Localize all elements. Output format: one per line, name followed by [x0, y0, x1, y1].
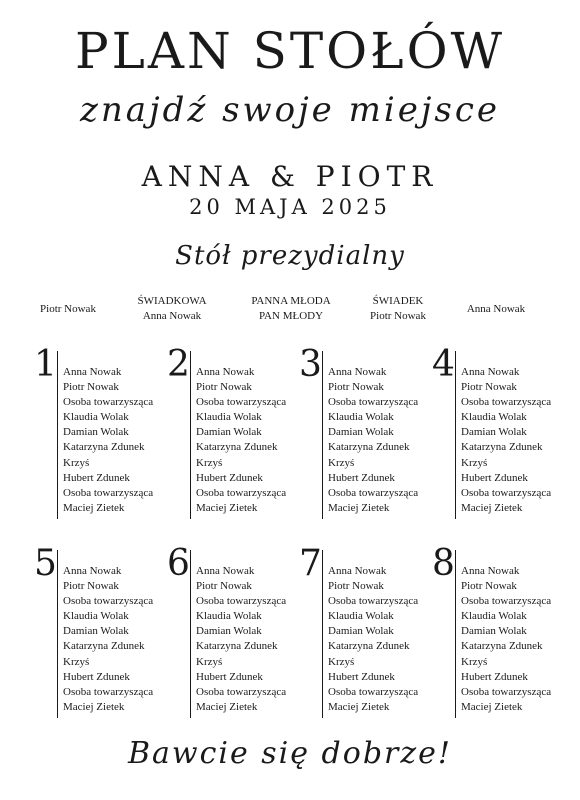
guest-name: Osoba towarzysząca — [63, 685, 154, 698]
head-seat-role: PANNA MŁODA — [251, 295, 331, 307]
guest-name: Osoba towarzysząca — [63, 486, 154, 499]
head-seat-2 — [122, 294, 222, 324]
divider — [190, 351, 191, 519]
guest-name: Hubert Zdunek — [461, 471, 528, 484]
guest-name: Osoba towarzysząca — [63, 595, 154, 608]
guest-name: Hubert Zdunek — [328, 471, 395, 484]
head-seat-role: ŚWIADKOWA — [137, 295, 207, 307]
head-seat-role: PAN MŁODY — [258, 310, 324, 322]
guest-name: Katarzyna Zdunek — [196, 441, 278, 454]
divider — [455, 550, 456, 718]
guest-name: Piotr Nowak — [461, 580, 517, 593]
guest-name: Katarzyna Zdunek — [63, 441, 145, 454]
subtitle-script: znajdź swoje miejsce — [80, 90, 500, 130]
guest-name: Maciej Zietek — [196, 700, 258, 713]
guest-name: Anna Nowak — [196, 366, 255, 378]
guest-name: Piotr Nowak — [196, 381, 252, 394]
guest-name: Piotr Nowak — [196, 580, 252, 593]
head-seat-role: ŚWIADEK — [372, 295, 424, 307]
guest-name: Osoba towarzysząca — [328, 595, 419, 608]
guest-name: Osoba towarzysząca — [461, 595, 552, 608]
guest-name: Klaudia Wolak — [196, 411, 262, 424]
guest-name: Osoba towarzysząca — [461, 486, 552, 499]
head-seat-name: Piotr Nowak — [370, 310, 426, 322]
guest-name: Hubert Zdunek — [63, 670, 130, 683]
guest-name: Klaudia Wolak — [63, 411, 129, 424]
guest-name: Damian Wolak — [461, 426, 527, 439]
guest-name: Osoba towarzysząca — [461, 685, 552, 698]
guest-name: Krzyś — [196, 456, 223, 469]
guest-name: Anna Nowak — [461, 565, 520, 577]
guest-list — [196, 365, 286, 516]
guest-name: Damian Wolak — [63, 625, 129, 638]
divider — [57, 351, 58, 519]
guest-name: Klaudia Wolak — [196, 610, 262, 623]
divider — [322, 550, 323, 718]
divider — [57, 550, 58, 718]
guest-name: Hubert Zdunek — [328, 670, 395, 683]
table-number: 3 — [299, 344, 322, 385]
head-seat-4 — [348, 294, 448, 324]
table-block-1 — [34, 345, 166, 520]
guest-name: Osoba towarzysząca — [196, 595, 287, 608]
head-seat-5 — [446, 302, 546, 317]
guest-name: Krzyś — [63, 655, 90, 668]
guest-list — [328, 564, 418, 715]
table-block-7 — [299, 544, 431, 719]
guest-list — [63, 365, 153, 516]
guest-name: Anna Nowak — [328, 366, 387, 378]
guest-name: Damian Wolak — [196, 426, 262, 439]
table-number: 4 — [432, 344, 455, 385]
table-number: 2 — [167, 344, 190, 385]
guest-name: Maciej Zietek — [328, 700, 390, 713]
guest-name: Krzyś — [196, 655, 223, 668]
guest-name: Maciej Zietek — [196, 501, 258, 514]
guest-name: Maciej Zietek — [63, 700, 125, 713]
guest-name: Osoba towarzysząca — [328, 486, 419, 499]
divider — [190, 550, 191, 718]
guest-name: Katarzyna Zdunek — [461, 441, 543, 454]
guest-list — [63, 564, 153, 715]
guest-name: Krzyś — [63, 456, 90, 469]
head-seat-1 — [18, 302, 118, 317]
guest-name: Piotr Nowak — [328, 580, 384, 593]
guest-name: Damian Wolak — [328, 426, 394, 439]
guest-name: Osoba towarzysząca — [196, 396, 287, 409]
guest-name: Piotr Nowak — [328, 381, 384, 394]
guest-name: Klaudia Wolak — [461, 411, 527, 424]
guest-name: Piotr Nowak — [63, 381, 119, 394]
guest-name: Anna Nowak — [328, 565, 387, 577]
head-table-title: Stół prezydialny — [175, 241, 405, 271]
guest-list — [328, 365, 418, 516]
guest-name: Damian Wolak — [461, 625, 527, 638]
guest-name: Piotr Nowak — [63, 580, 119, 593]
guest-name: Osoba towarzysząca — [196, 685, 287, 698]
guest-name: Damian Wolak — [196, 625, 262, 638]
event-date: 20 MAJA 2025 — [189, 195, 391, 219]
table-block-5 — [34, 544, 166, 719]
table-number: 5 — [34, 543, 57, 584]
guest-name: Katarzyna Zdunek — [461, 640, 543, 653]
head-seat-name: Anna Nowak — [142, 310, 202, 322]
table-block-2 — [167, 345, 299, 520]
page-title: PLAN STOŁÓW — [74, 22, 506, 80]
guest-name: Osoba towarzysząca — [328, 396, 419, 409]
guest-name: Krzyś — [328, 655, 355, 668]
guest-name: Maciej Zietek — [63, 501, 125, 514]
guest-name: Klaudia Wolak — [461, 610, 527, 623]
head-seat-3 — [236, 294, 346, 324]
guest-name: Katarzyna Zdunek — [328, 640, 410, 653]
guest-name: Hubert Zdunek — [461, 670, 528, 683]
table-block-3 — [299, 345, 431, 520]
table-number: 7 — [299, 543, 322, 584]
head-seat-name: Anna Nowak — [466, 303, 526, 315]
guest-name: Osoba towarzysząca — [196, 486, 287, 499]
table-block-6 — [167, 544, 299, 719]
guest-name: Katarzyna Zdunek — [63, 640, 145, 653]
guest-name: Maciej Zietek — [328, 501, 390, 514]
table-block-8 — [432, 544, 564, 719]
guest-name: Piotr Nowak — [461, 381, 517, 394]
guest-name: Osoba towarzysząca — [328, 685, 419, 698]
guest-name: Osoba towarzysząca — [63, 396, 154, 409]
head-seat-name: Piotr Nowak — [40, 303, 96, 315]
guest-name: Anna Nowak — [63, 565, 122, 577]
guest-name: Katarzyna Zdunek — [196, 640, 278, 653]
guest-list — [196, 564, 286, 715]
divider — [322, 351, 323, 519]
guest-name: Osoba towarzysząca — [461, 396, 552, 409]
guest-name: Maciej Zietek — [461, 700, 523, 713]
guest-list — [461, 365, 551, 516]
guest-name: Hubert Zdunek — [196, 670, 263, 683]
table-block-4 — [432, 345, 564, 520]
divider — [455, 351, 456, 519]
guest-name: Hubert Zdunek — [196, 471, 263, 484]
guest-name: Krzyś — [328, 456, 355, 469]
couple-names: ANNA & PIOTR — [141, 160, 439, 193]
guest-name: Anna Nowak — [196, 565, 255, 577]
guest-name: Klaudia Wolak — [328, 411, 394, 424]
guest-name: Anna Nowak — [461, 366, 520, 378]
guest-name: Krzyś — [461, 655, 488, 668]
table-number: 6 — [167, 543, 190, 584]
guest-name: Katarzyna Zdunek — [328, 441, 410, 454]
guest-name: Hubert Zdunek — [63, 471, 130, 484]
guest-name: Damian Wolak — [328, 625, 394, 638]
guest-name: Anna Nowak — [63, 366, 122, 378]
footer-script: Bawcie się dobrze! — [127, 736, 452, 771]
guest-name: Maciej Zietek — [461, 501, 523, 514]
table-number: 1 — [34, 344, 57, 385]
guest-name: Klaudia Wolak — [63, 610, 129, 623]
guest-name: Damian Wolak — [63, 426, 129, 439]
guest-name: Krzyś — [461, 456, 488, 469]
table-number: 8 — [432, 543, 455, 584]
guest-list — [461, 564, 551, 715]
guest-name: Klaudia Wolak — [328, 610, 394, 623]
